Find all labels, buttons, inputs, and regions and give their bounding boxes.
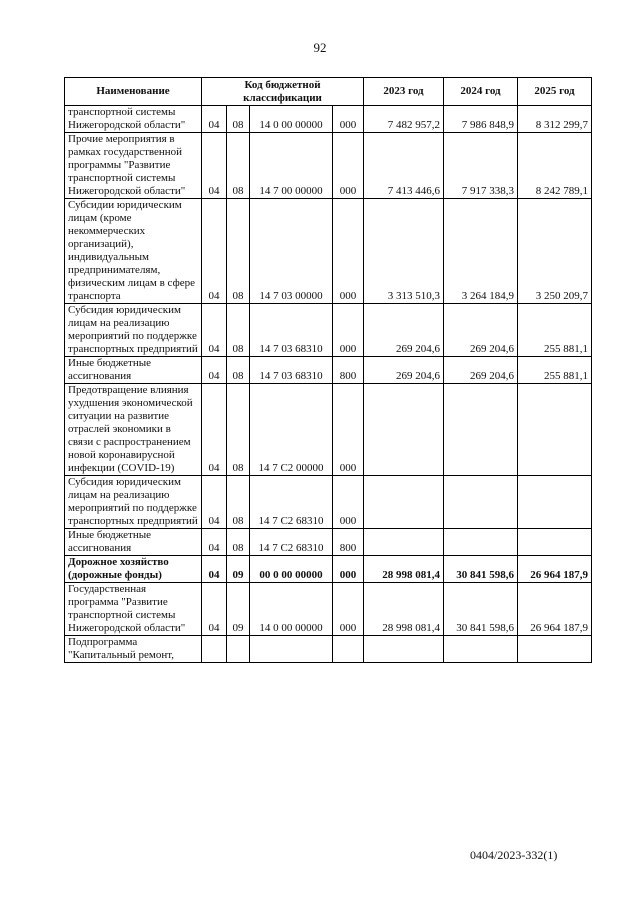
table-row — [65, 304, 592, 357]
code-target: 14 7 03 68310 — [250, 357, 333, 384]
row-name: Субсидии юридическим лицам (кроме некоммерческих организаций), индивидуальным предпринимателям, физическим лицам в сфере транспорта — [65, 199, 202, 304]
code-expense-type: 000 — [333, 476, 364, 529]
table-row — [65, 583, 592, 636]
value-2024 — [444, 384, 518, 476]
value-2025: 255 881,1 — [518, 357, 592, 384]
row-name: Субсидия юридическим лицам на реализацию мероприятий по поддержке транспортных предприятий — [65, 304, 202, 357]
header-2025: 2025 год — [518, 78, 592, 106]
row-name: Прочие мероприятия в рамках государственной программы "Развитие транспортной системы Нижегородской области" — [65, 133, 202, 199]
code-expense-type: 000 — [333, 199, 364, 304]
value-2024: 7 986 848,9 — [444, 106, 518, 133]
code-section — [202, 636, 227, 663]
value-2023: 28 998 081,4 — [364, 583, 444, 636]
code-target: 14 0 00 00000 — [250, 106, 333, 133]
code-section: 04 — [202, 556, 227, 583]
value-2023 — [364, 529, 444, 556]
code-subsection — [227, 636, 250, 663]
code-section: 04 — [202, 304, 227, 357]
value-2024: 7 917 338,3 — [444, 133, 518, 199]
code-section: 04 — [202, 476, 227, 529]
table-row — [65, 636, 592, 663]
row-name: Субсидия юридическим лицам на реализацию мероприятий по поддержке транспортных предприятий — [65, 476, 202, 529]
code-section: 04 — [202, 199, 227, 304]
header-2024: 2024 год — [444, 78, 518, 106]
table-header-row — [65, 78, 592, 106]
page-number: 92 — [313, 40, 327, 55]
code-target: 14 7 03 68310 — [250, 304, 333, 357]
value-2024: 269 204,6 — [444, 304, 518, 357]
code-subsection: 08 — [227, 133, 250, 199]
value-2023 — [364, 476, 444, 529]
code-subsection: 08 — [227, 384, 250, 476]
value-2024: 30 841 598,6 — [444, 556, 518, 583]
value-2025: 8 312 299,7 — [518, 106, 592, 133]
code-target: 14 7 C2 68310 — [250, 476, 333, 529]
code-section: 04 — [202, 133, 227, 199]
code-expense-type: 800 — [333, 529, 364, 556]
code-target: 14 7 C2 68310 — [250, 529, 333, 556]
code-expense-type: 000 — [333, 304, 364, 357]
row-name: Иные бюджетные ассигнования — [65, 357, 202, 384]
value-2025 — [518, 529, 592, 556]
value-2025: 255 881,1 — [518, 304, 592, 357]
code-subsection: 08 — [227, 106, 250, 133]
code-expense-type: 000 — [333, 133, 364, 199]
code-target: 14 7 C2 00000 — [250, 384, 333, 476]
value-2024: 269 204,6 — [444, 357, 518, 384]
table-row — [65, 476, 592, 529]
header-name: Наименование — [65, 78, 202, 106]
header-code: Код бюджетной классификации — [202, 78, 364, 106]
code-section: 04 — [202, 106, 227, 133]
row-name: Дорожное хозяйство (дорожные фонды) — [65, 556, 202, 583]
header-2023: 2023 год — [364, 78, 444, 106]
table-row — [65, 357, 592, 384]
code-section: 04 — [202, 357, 227, 384]
code-expense-type: 000 — [333, 106, 364, 133]
table-row — [65, 133, 592, 199]
table-row — [65, 199, 592, 304]
value-2023: 269 204,6 — [364, 357, 444, 384]
code-target: 14 0 00 00000 — [250, 583, 333, 636]
code-expense-type — [333, 636, 364, 663]
value-2025: 3 250 209,7 — [518, 199, 592, 304]
table-row — [65, 556, 592, 583]
value-2025: 8 242 789,1 — [518, 133, 592, 199]
code-subsection: 08 — [227, 357, 250, 384]
value-2023 — [364, 384, 444, 476]
code-subsection: 08 — [227, 199, 250, 304]
code-subsection: 08 — [227, 529, 250, 556]
value-2023: 7 413 446,6 — [364, 133, 444, 199]
code-target: 00 0 00 00000 — [250, 556, 333, 583]
row-name: Государственная программа "Развитие транспортной системы Нижегородской области" — [65, 583, 202, 636]
code-target — [250, 636, 333, 663]
document-code: 0404/2023-332(1) — [470, 848, 558, 862]
value-2025 — [518, 384, 592, 476]
code-expense-type: 000 — [333, 384, 364, 476]
value-2024 — [444, 636, 518, 663]
code-expense-type: 800 — [333, 357, 364, 384]
code-subsection: 08 — [227, 304, 250, 357]
row-name: Предотвращение влияния ухудшения экономической ситуации на развитие отраслей экономики в связи с распространением новой коронавирусной инфекции (COVID-19) — [65, 384, 202, 476]
value-2023: 7 482 957,2 — [364, 106, 444, 133]
row-name: транспортной системы Нижегородской области" — [65, 106, 202, 133]
value-2023 — [364, 636, 444, 663]
value-2024 — [444, 476, 518, 529]
value-2025 — [518, 476, 592, 529]
value-2024 — [444, 529, 518, 556]
row-name: Иные бюджетные ассигнования — [65, 529, 202, 556]
budget-table — [64, 77, 592, 663]
code-subsection: 09 — [227, 583, 250, 636]
code-target: 14 7 03 00000 — [250, 199, 333, 304]
value-2023: 269 204,6 — [364, 304, 444, 357]
table-row — [65, 106, 592, 133]
code-subsection: 08 — [227, 476, 250, 529]
row-name: Подпрограмма "Капитальный ремонт, — [65, 636, 202, 663]
code-expense-type: 000 — [333, 556, 364, 583]
code-expense-type: 000 — [333, 583, 364, 636]
code-section: 04 — [202, 384, 227, 476]
value-2025: 26 964 187,9 — [518, 583, 592, 636]
table-row — [65, 529, 592, 556]
code-subsection: 09 — [227, 556, 250, 583]
value-2024: 30 841 598,6 — [444, 583, 518, 636]
value-2023: 3 313 510,3 — [364, 199, 444, 304]
code-target: 14 7 00 00000 — [250, 133, 333, 199]
table-row — [65, 384, 592, 476]
value-2023: 28 998 081,4 — [364, 556, 444, 583]
code-section: 04 — [202, 529, 227, 556]
value-2025: 26 964 187,9 — [518, 556, 592, 583]
value-2025 — [518, 636, 592, 663]
code-section: 04 — [202, 583, 227, 636]
value-2024: 3 264 184,9 — [444, 199, 518, 304]
